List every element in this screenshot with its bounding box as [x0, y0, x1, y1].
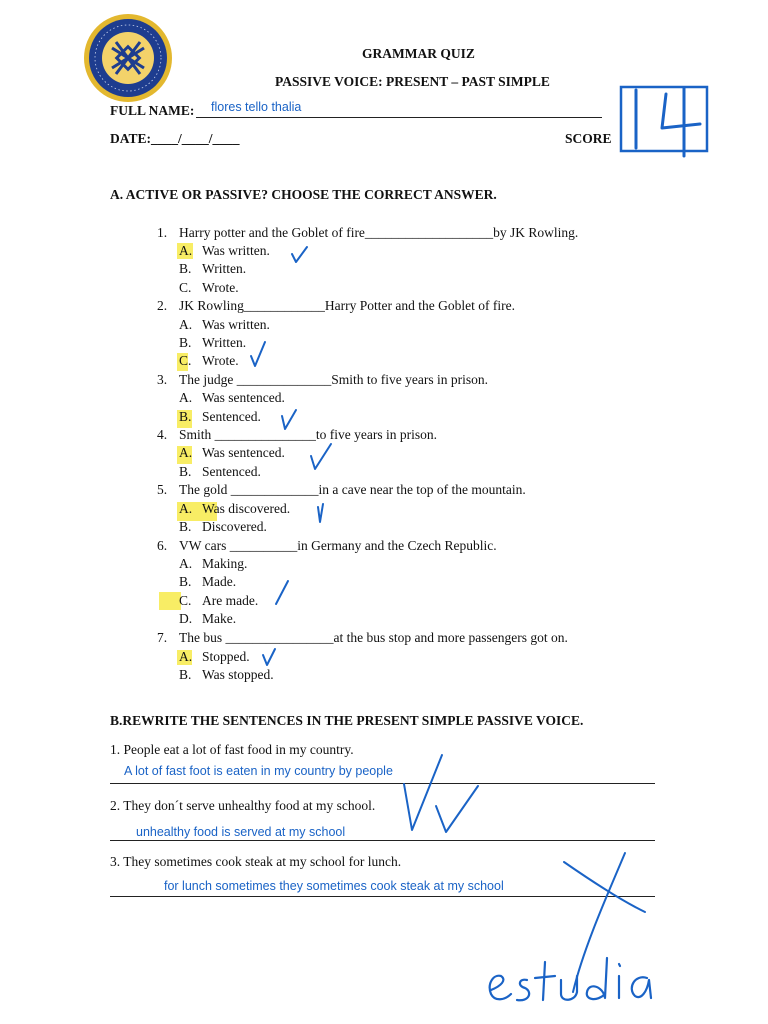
q6-option-a-text: Making. — [202, 556, 248, 571]
b1-answer[interactable]: A lot of fast foot is eaten in my country by people — [124, 764, 393, 778]
q2-option-c-letter[interactable]: C. — [179, 353, 192, 368]
b2-prompt: 2. They don´t serve unhealthy food at my school. — [110, 798, 376, 813]
question-4-text: Smith _______________to five years in prison. — [179, 427, 437, 442]
section-b-title: B.REWRITE THE SENTENCES IN THE PRESENT SIMPLE PASSIVE VOICE. — [110, 713, 584, 728]
q7-option-a-text: Stopped. — [202, 649, 250, 664]
q4-option-b-letter[interactable]: B. — [179, 464, 192, 479]
section-a-title: A. ACTIVE OR PASSIVE? CHOOSE THE CORRECT ANSWER. — [110, 187, 497, 202]
question-3-number: 3. — [157, 372, 168, 387]
b2-answer[interactable]: unhealthy food is served at my school — [136, 825, 346, 839]
q2-option-b-text: Written. — [202, 335, 247, 350]
q7-option-b-text: Was stopped. — [202, 667, 274, 682]
question-4-number: 4. — [157, 427, 168, 442]
check-mark-icon — [292, 247, 307, 262]
question-5-number: 5. — [157, 482, 168, 497]
q6-option-c-text: Are made. — [202, 593, 259, 608]
q6-option-a-letter[interactable]: A. — [179, 556, 193, 571]
b1-prompt: 1. People eat a lot of fast food in my country. — [110, 742, 354, 757]
q1-option-a-text: Was written. — [202, 243, 270, 258]
q3-option-a-letter[interactable]: A. — [179, 390, 193, 405]
question-3-text: The judge ______________Smith to five years in prison. — [179, 372, 488, 387]
q2-option-a-text: Was written. — [202, 317, 270, 332]
b3-prompt: 3. They sometimes cook steak at my school for lunch. — [110, 854, 402, 869]
check-mark-icon — [251, 342, 265, 366]
question-7-number: 7. — [157, 630, 168, 645]
check-mark-icon — [282, 410, 296, 429]
q7-option-b-letter[interactable]: B. — [179, 667, 192, 682]
q3-option-a-text: Was sentenced. — [202, 390, 285, 405]
date-label: DATE:____/____/____ — [110, 131, 240, 146]
q4-option-a-letter[interactable]: A. — [179, 445, 193, 460]
q6-option-d-text: Make. — [202, 611, 237, 626]
q1-option-b-text: Written. — [202, 261, 247, 276]
check-mark-icon — [436, 786, 478, 832]
q4-option-b-text: Sentenced. — [202, 464, 261, 479]
q5-option-b-text: Discovered. — [202, 519, 267, 534]
question-2-text: JK Rowling____________Harry Potter and the Goblet of fire. — [179, 298, 515, 313]
q6-option-b-letter[interactable]: B. — [179, 574, 192, 589]
quiz-subtitle: PASSIVE VOICE: PRESENT – PAST SIMPLE — [275, 74, 550, 89]
q6-option-c-letter[interactable]: C. — [179, 593, 192, 608]
question-7-text: The bus ________________at the bus stop and more passengers got on. — [179, 630, 568, 645]
check-mark-icon — [318, 504, 323, 522]
question-5-text: The gold _____________in a cave near the top of the mountain. — [179, 482, 526, 497]
check-mark-icon — [263, 649, 275, 665]
question-6-text: VW cars __________in Germany and the Czech Republic. — [179, 538, 497, 553]
full-name-value: flores tello thalia — [211, 100, 302, 114]
b3-answer[interactable]: for lunch sometimes they sometimes cook steak at my school — [164, 879, 504, 893]
q2-option-a-letter[interactable]: A. — [179, 317, 193, 332]
q3-option-b-letter[interactable]: B. — [179, 409, 192, 424]
q5-option-a-letter[interactable]: A. — [179, 501, 193, 516]
check-mark-icon — [404, 755, 442, 830]
q1-option-c-letter[interactable]: C. — [179, 280, 192, 295]
q6-option-d-letter[interactable]: D. — [179, 611, 193, 626]
check-mark-icon — [276, 581, 288, 604]
q2-option-b-letter[interactable]: B. — [179, 335, 192, 350]
q2-option-c-text: Wrote. — [202, 353, 239, 368]
handwritten-estudia — [485, 950, 675, 1016]
check-mark-icon — [311, 444, 331, 469]
quiz-title: GRAMMAR QUIZ — [362, 46, 475, 61]
q5-option-b-letter[interactable]: B. — [179, 519, 192, 534]
score-label: SCORE — [565, 131, 612, 146]
q4-option-a-text: Was sentenced. — [202, 445, 285, 460]
q3-option-b-text: Sentenced. — [202, 409, 261, 424]
q5-option-a-text: Was discovered. — [202, 501, 291, 516]
question-1-number: 1. — [157, 225, 168, 240]
q1-option-b-letter[interactable]: B. — [179, 261, 192, 276]
question-1-text: Harry potter and the Goblet of fire___________________by JK Rowling. — [179, 225, 579, 240]
question-6-number: 6. — [157, 538, 168, 553]
q7-option-a-letter[interactable]: A. — [179, 649, 193, 664]
question-2-number: 2. — [157, 298, 168, 313]
q1-option-a-letter[interactable]: A. — [179, 243, 193, 258]
full-name-label: FULL NAME: — [110, 103, 195, 118]
q1-option-c-text: Wrote. — [202, 280, 239, 295]
q6-option-b-text: Made. — [202, 574, 237, 589]
